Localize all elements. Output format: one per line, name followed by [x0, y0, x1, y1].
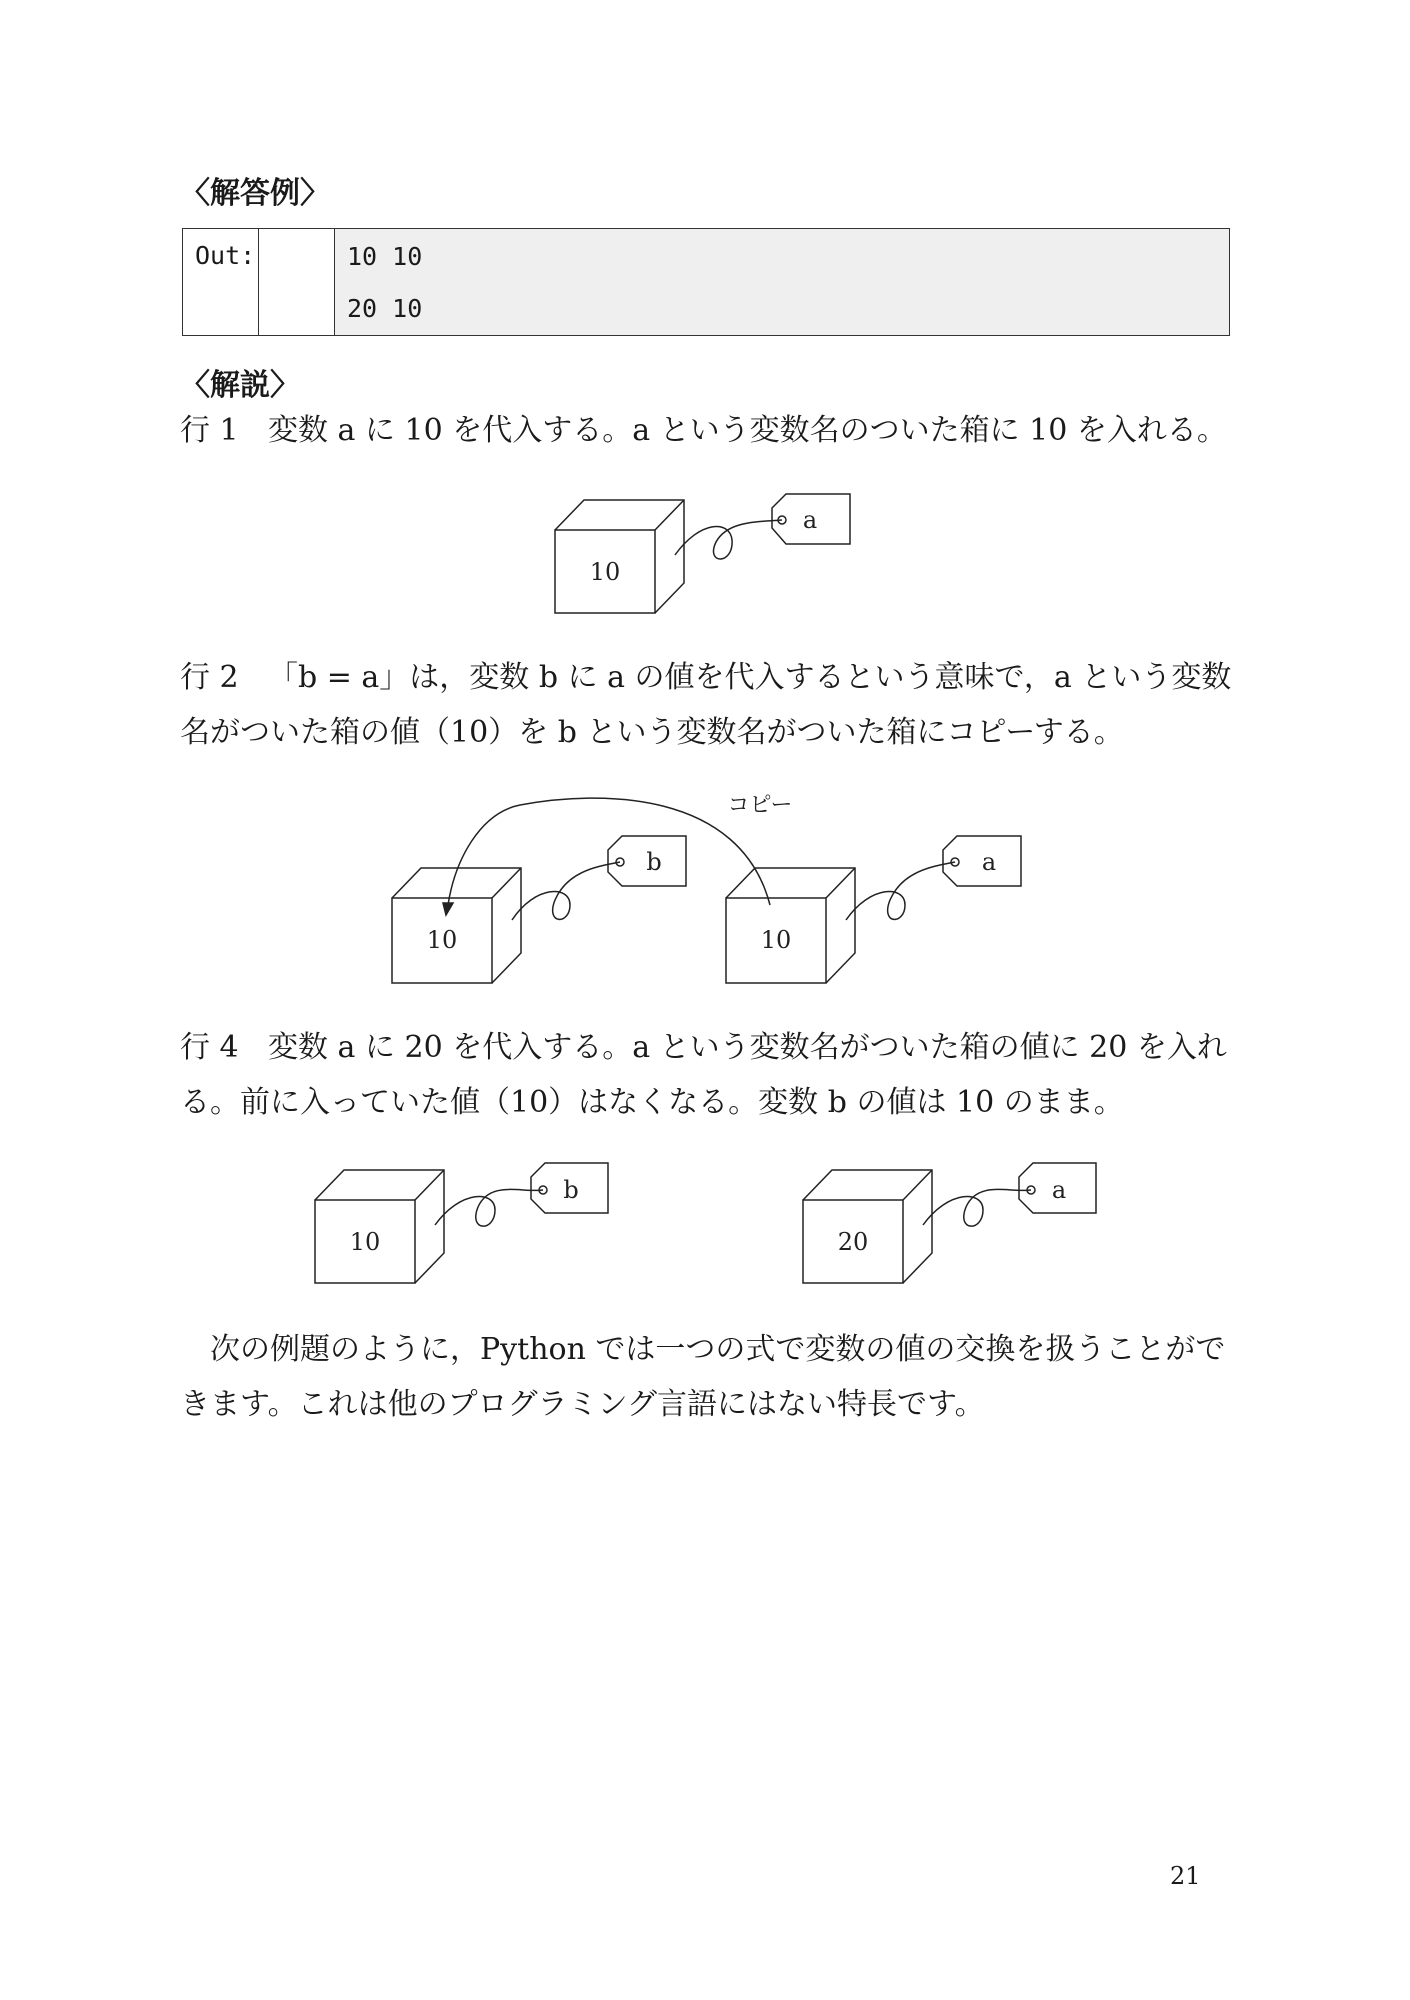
copy-arrow [448, 798, 770, 905]
diagram-line4 [0, 1150, 1410, 1295]
box-value: 10 [589, 558, 621, 586]
output-area [335, 229, 1229, 335]
diagram-line2 [0, 780, 1410, 990]
tag-string [846, 862, 955, 920]
output-line: 20 10 [347, 294, 423, 323]
tag-string [923, 1189, 1031, 1226]
output-line: 10 10 [347, 242, 423, 271]
box-b [315, 1170, 444, 1283]
line-label: 行 2 [180, 660, 239, 695]
explanation-line-2 [180, 650, 1240, 760]
out-gutter [259, 229, 335, 335]
tag-string [675, 520, 782, 559]
copy-label: コピー [727, 793, 793, 818]
output-cell [182, 228, 1230, 336]
tag-label: a [802, 506, 818, 534]
line-text: 「b = a」は，変数 b に a の値を代入するという意味で，a という変数名がついた箱の値（10）を b という変数名がついた箱にコピーする。 [180, 660, 1232, 750]
tag-label: b [646, 848, 662, 876]
diagram-line1 [0, 480, 1410, 630]
answer-heading: 〈解答例〉 [180, 176, 330, 211]
tag-string [435, 1189, 543, 1226]
line-text: 変数 a に 20 を代入する。a という変数名がついた箱の値に 20 を入れる。前に入っていた値（10）はなくなる。変数 b の値は 10 のまま。 [180, 1030, 1227, 1120]
arrow-head [443, 903, 453, 915]
box-value: 20 [837, 1228, 869, 1256]
box-value: 10 [426, 926, 458, 954]
box-value: 10 [349, 1228, 381, 1256]
tag-label: a [981, 848, 997, 876]
tag-string [512, 862, 620, 920]
box-a [555, 500, 684, 613]
explanation-line-1 [180, 403, 1240, 458]
closing-paragraph: 次の例題のように，Python では一つの式で変数の値の交換を扱うことができます。これは他のプログラミング言語にはない特長です。 [180, 1332, 1226, 1422]
box-a [803, 1170, 932, 1283]
page-number: 21 [1170, 1862, 1201, 1890]
line-text: 変数 a に 10 を代入する。a という変数名のついた箱に 10 を入れる。 [268, 413, 1227, 448]
line-label: 行 1 [180, 413, 239, 448]
tag-label: a [1051, 1176, 1067, 1204]
explanation-heading: 〈解説〉 [180, 368, 300, 403]
out-prompt: Out: [183, 229, 259, 335]
tag-label: b [563, 1176, 579, 1204]
explanation-line-4 [180, 1020, 1240, 1130]
box-value: 10 [760, 926, 792, 954]
line-label: 行 4 [180, 1030, 239, 1065]
